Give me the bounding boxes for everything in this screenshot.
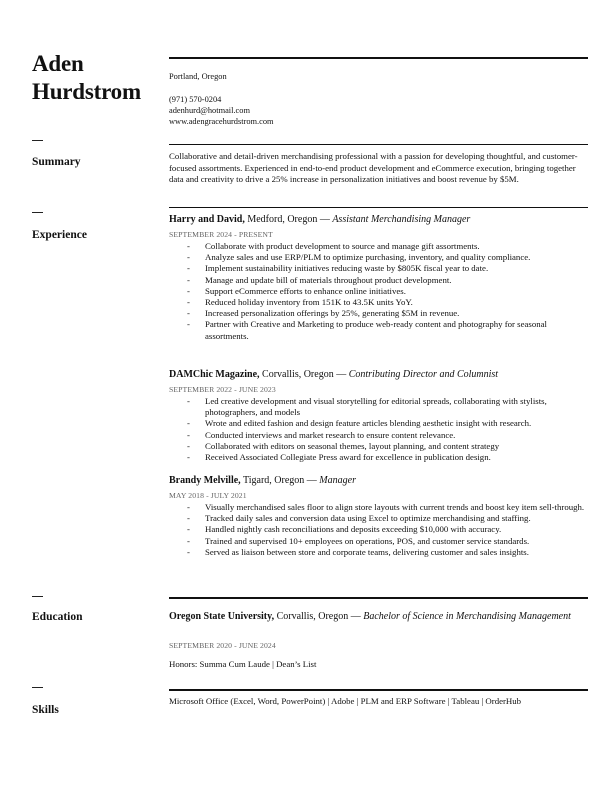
bullet-text: Tracked daily sales and conversion data using Excel to optimize merchandising and staffing. (205, 513, 531, 524)
bullet-text: Received Associated Collegiate Press award for excellence in publication design. (205, 452, 491, 463)
bullet-item (169, 547, 585, 558)
job-location: Tigard, Oregon — (240, 475, 320, 486)
last-name: Hurdstrom (32, 79, 141, 104)
job-dates: SEPTEMBER 2022 - JUNE 2023 (169, 385, 276, 394)
job-heading (169, 214, 585, 227)
job-heading (169, 475, 585, 488)
skills-dash (32, 687, 43, 688)
job-company: DAMChic Magazine, (169, 369, 260, 380)
bullet-marker: - (187, 274, 190, 285)
bullet-item (169, 263, 585, 274)
bullet-marker: - (187, 513, 190, 524)
job-role: Manager (319, 475, 356, 486)
bullet-text: Analyze sales and use ERP/PLM to optimize purchasing, inventory, and quality compliance. (205, 252, 531, 263)
job-bullets (169, 396, 585, 463)
bullet-marker: - (187, 252, 190, 263)
bullet-text: Collaborated with editors on seasonal themes, layout planning, and content strategy (205, 440, 500, 451)
bullet-text: Partner with Creative and Marketing to produce web-ready content and photography for seasonal assortments. (205, 319, 547, 341)
summary-rule (169, 144, 588, 145)
skills-text: Microsoft Office (Excel, Word, PowerPoint) | Adobe | PLM and ERP Software | Tableau | OrderHub (169, 696, 522, 706)
location-text: Portland, Oregon (169, 72, 227, 81)
bullet-item (169, 241, 585, 252)
education-heading-line (169, 611, 585, 624)
bullet-marker: - (187, 396, 190, 406)
education-location: Corvallis, Oregon — (274, 611, 364, 622)
bullet-marker: - (187, 546, 190, 557)
summary-dash (32, 140, 43, 141)
bullet-item (169, 418, 585, 429)
job-bullets (169, 502, 585, 558)
bullet-marker: - (187, 440, 190, 451)
bullet-text: Increased personalization offerings by 25%, generating $5M in revenue. (205, 308, 460, 319)
bullet-item (169, 252, 585, 263)
bullet-item (169, 430, 585, 441)
bullet-text: Visually merchandised sales floor to align store layouts with current trends and boost key item sell-through. (205, 502, 585, 512)
bullet-item (169, 524, 585, 535)
job-location: Corvallis, Oregon — (259, 369, 349, 380)
education-rule (169, 597, 588, 599)
education-dash (32, 596, 43, 597)
contact-location (169, 71, 227, 82)
education-honors: Honors: Summa Cum Laude | Dean’s List (169, 659, 317, 669)
bullet-item (169, 275, 585, 286)
bullet-marker: - (187, 285, 190, 296)
bullet-marker: - (187, 308, 190, 319)
bullet-marker: - (187, 263, 190, 274)
education-heading: Education (32, 611, 83, 623)
bullet-item (169, 452, 585, 463)
job-heading (169, 369, 585, 382)
job-company: Harry and David, (169, 214, 245, 225)
phone-text: (971) 570-0204 (169, 95, 222, 104)
job-location: Medford, Oregon — (244, 214, 333, 225)
email-text: adenhurd@hotmail.com (169, 106, 250, 115)
job-role: Assistant Merchandising Manager (332, 214, 471, 225)
experience-dash (32, 212, 43, 213)
skills-heading: Skills (32, 704, 59, 716)
bullet-text: Served as liaison between store and corporate teams, delivering customer and sales insights. (205, 546, 529, 557)
education-school: Oregon State University, (169, 611, 275, 622)
bullet-item (169, 308, 585, 319)
contact-details (169, 94, 274, 127)
bullet-text: Support eCommerce efforts to enhance online initiatives. (205, 285, 406, 296)
skills-rule (169, 689, 588, 691)
job-role: Contributing Director and Columnist (348, 369, 499, 380)
bullet-marker: - (187, 319, 190, 330)
bullet-marker: - (187, 429, 190, 440)
bullet-item (169, 319, 585, 341)
bullet-marker: - (187, 297, 190, 308)
experience-heading: Experience (32, 229, 87, 241)
job-dates: MAY 2018 - JULY 2021 (169, 491, 247, 500)
bullet-item (169, 536, 585, 547)
bullet-marker: - (187, 452, 190, 463)
bullet-text: Handled nightly cash reconciliations and deposits exceeding $10,000 with accuracy. (205, 524, 502, 535)
bullet-marker: - (187, 502, 190, 512)
summary-heading: Summary (32, 156, 81, 168)
bullet-text: Implement sustainability initiatives reducing waste by $805K fiscal year to date. (205, 263, 489, 274)
summary-text: Collaborative and detail-driven merchandising professional with a passion for developing thoughtful, and customer-focused assortments. Experienced in end-to-end product development and eCommerce execution, bringing together data and creativity to drive a 25% increase in personalization initiatives and boost revenue by $5M. (169, 151, 578, 184)
bullet-text: Reduced holiday inventory from 151K to 43.5K units YoY. (205, 297, 413, 308)
bullet-marker: - (187, 241, 190, 251)
bullet-marker: - (187, 535, 190, 546)
job-dates: SEPTEMBER 2024 - PRESENT (169, 230, 273, 239)
education-degree: Bachelor of Science in Merchandising Management (363, 611, 571, 622)
bullet-item (169, 396, 585, 418)
bullet-text: Led creative development and visual storytelling for editorial spreads, collaborating with stylists, photographers, and models (205, 396, 547, 418)
bullet-text: Wrote and edited fashion and design feature articles blending aesthetic insight with research. (205, 418, 532, 429)
candidate-name (32, 50, 141, 106)
bullet-text: Trained and supervised 10+ employees on operations, POS, and customer service standards. (205, 535, 530, 546)
header-rule (169, 57, 588, 59)
bullet-item (169, 286, 585, 297)
bullet-text: Conducted interviews and market research to ensure content relevance. (205, 429, 456, 440)
bullet-text: Manage and update bill of materials throughout product development. (205, 274, 452, 285)
bullet-item (169, 297, 585, 308)
bullet-item (169, 441, 585, 452)
bullet-item (169, 513, 585, 524)
bullet-text: Collaborate with product development to source and manage gift assortments. (205, 241, 480, 251)
education-dates: SEPTEMBER 2020 - JUNE 2024 (169, 641, 276, 650)
bullet-marker: - (187, 418, 190, 429)
website-text: www.adengracehurdstrom.com (169, 117, 274, 126)
job-bullets (169, 241, 585, 342)
experience-rule (169, 207, 588, 208)
job-company: Brandy Melville, (169, 475, 241, 486)
bullet-item (169, 502, 585, 513)
first-name: Aden (32, 51, 84, 76)
bullet-marker: - (187, 524, 190, 535)
